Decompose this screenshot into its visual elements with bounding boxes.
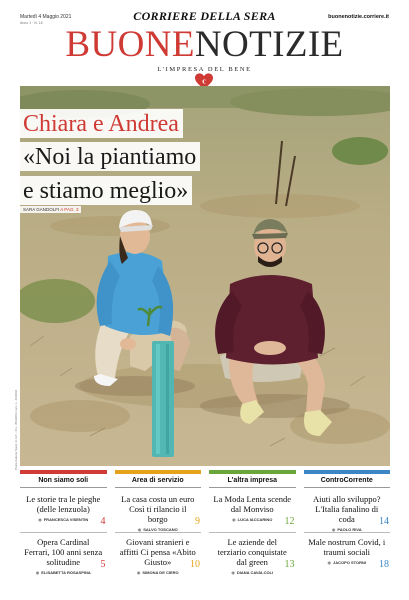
section-column xyxy=(20,470,107,575)
tree-guard xyxy=(152,341,174,457)
section-color-bar xyxy=(20,470,107,474)
masthead-part2: NOTIZIE xyxy=(194,24,344,65)
masthead-part1: BUONE xyxy=(65,24,195,65)
article-title: La Moda Lenta scende dal Monviso xyxy=(213,493,292,514)
cover-byline xyxy=(20,206,81,213)
article-author: ◉ DIANA CAVALCOLI xyxy=(231,570,274,575)
section-color-bar xyxy=(304,470,391,474)
section-divider xyxy=(304,487,391,488)
article-teaser[interactable] xyxy=(304,490,391,533)
article-author: ◉ JACOPO STORNI xyxy=(327,560,367,566)
article-teaser[interactable] xyxy=(304,532,391,575)
issue-number: Anno 1 · N. 16 xyxy=(20,21,43,25)
section-divider xyxy=(115,487,202,488)
issue-date: Martedì 4 Maggio 2021 xyxy=(20,14,72,20)
section-title[interactable]: Non siamo soli xyxy=(38,476,89,484)
section-title[interactable]: Area di servizio xyxy=(131,476,184,484)
article-author: ◉ SIMONA DE CIERO xyxy=(136,570,179,575)
section-color-bar xyxy=(209,470,296,474)
article-page-number: 14 xyxy=(379,516,389,528)
article-page-number: 10 xyxy=(190,559,200,570)
svg-text:c: c xyxy=(202,76,206,86)
article-title: Le storie tra le pieghe (delle lenzuola) xyxy=(26,493,101,514)
section-title[interactable]: L'altra impresa xyxy=(227,476,278,484)
website-link[interactable]: buonenotizie.corriere.it xyxy=(328,14,389,20)
byline-author: SARA GANDOLFI xyxy=(23,207,60,212)
section-column xyxy=(304,470,391,575)
author-pin-icon: ◉ xyxy=(137,526,142,532)
section-divider xyxy=(20,487,107,488)
newspaper-name[interactable]: CORRIERE DELLA SERA xyxy=(133,9,276,23)
author-pin-icon: ◉ xyxy=(327,560,331,566)
sections-row xyxy=(20,470,390,575)
article-author: ◉ LUCA IACCARINO xyxy=(232,516,273,522)
author-pin-icon: ◉ xyxy=(35,570,40,575)
author-pin-icon: ◉ xyxy=(331,526,336,532)
article-title: La casa costa un euro Così ti rilancio il borgo xyxy=(121,493,195,524)
cover-headline-line1[interactable]: «Noi la piantiamo xyxy=(20,142,200,171)
article-title: Male nostrum Covid, i traumi sociali xyxy=(308,537,386,558)
masthead[interactable] xyxy=(0,26,409,64)
byline-page: A PAG. 3 xyxy=(60,207,79,212)
article-teaser[interactable] xyxy=(115,532,202,575)
article-title: Giovani stranieri e affitti Ci pensa «Abito Giusto» xyxy=(119,537,196,567)
article-teaser[interactable] xyxy=(20,532,107,575)
article-author: ◉ FRANCESCA VISENTIN xyxy=(38,516,89,522)
article-page-number: 12 xyxy=(284,516,295,527)
article-page-number: 18 xyxy=(379,559,389,571)
tagline: L'IMPRESA DEL BENE xyxy=(157,66,252,73)
author-pin-icon: ◉ xyxy=(232,516,236,522)
author-pin-icon: ◉ xyxy=(231,570,235,575)
article-teaser[interactable] xyxy=(115,490,202,532)
postal-notice: Poste Italiane Sped. in A.P. - D.L. 353/2003 conv. L. 46/2004 xyxy=(14,389,18,470)
article-author: ◉ SALVO TOSCANO xyxy=(137,526,178,532)
article-author: ◉ PAOLO RIVA xyxy=(331,526,362,532)
article-page-number: 9 xyxy=(195,516,200,527)
article-page-number: 4 xyxy=(100,516,106,527)
author-pin-icon: ◉ xyxy=(38,516,42,522)
article-title: Aiuti allo sviluppo? L'Italia fanalino di coda xyxy=(312,493,381,524)
cover-kicker[interactable]: Chiara e Andrea xyxy=(20,109,183,138)
article-teaser[interactable] xyxy=(209,490,296,532)
article-title: Le aziende del terziario conquistate dal green xyxy=(217,537,287,567)
section-divider xyxy=(209,487,296,488)
article-teaser[interactable] xyxy=(20,490,107,532)
article-teaser[interactable] xyxy=(209,532,296,575)
article-author: ◉ ELISABETTA ROSASPINA xyxy=(35,570,91,575)
section-column xyxy=(115,470,202,575)
cover-headline-line2[interactable]: e stiamo meglio» xyxy=(20,176,192,205)
section-color-bar xyxy=(115,470,202,474)
article-page-number: 13 xyxy=(284,559,295,570)
article-title: Opera Cardinal Ferrari, 100 anni senza solitudine xyxy=(24,537,103,567)
section-title[interactable]: ControCorrente xyxy=(320,476,373,484)
author-pin-icon: ◉ xyxy=(136,570,141,575)
article-page-number: 5 xyxy=(100,559,106,570)
section-column xyxy=(209,470,296,575)
